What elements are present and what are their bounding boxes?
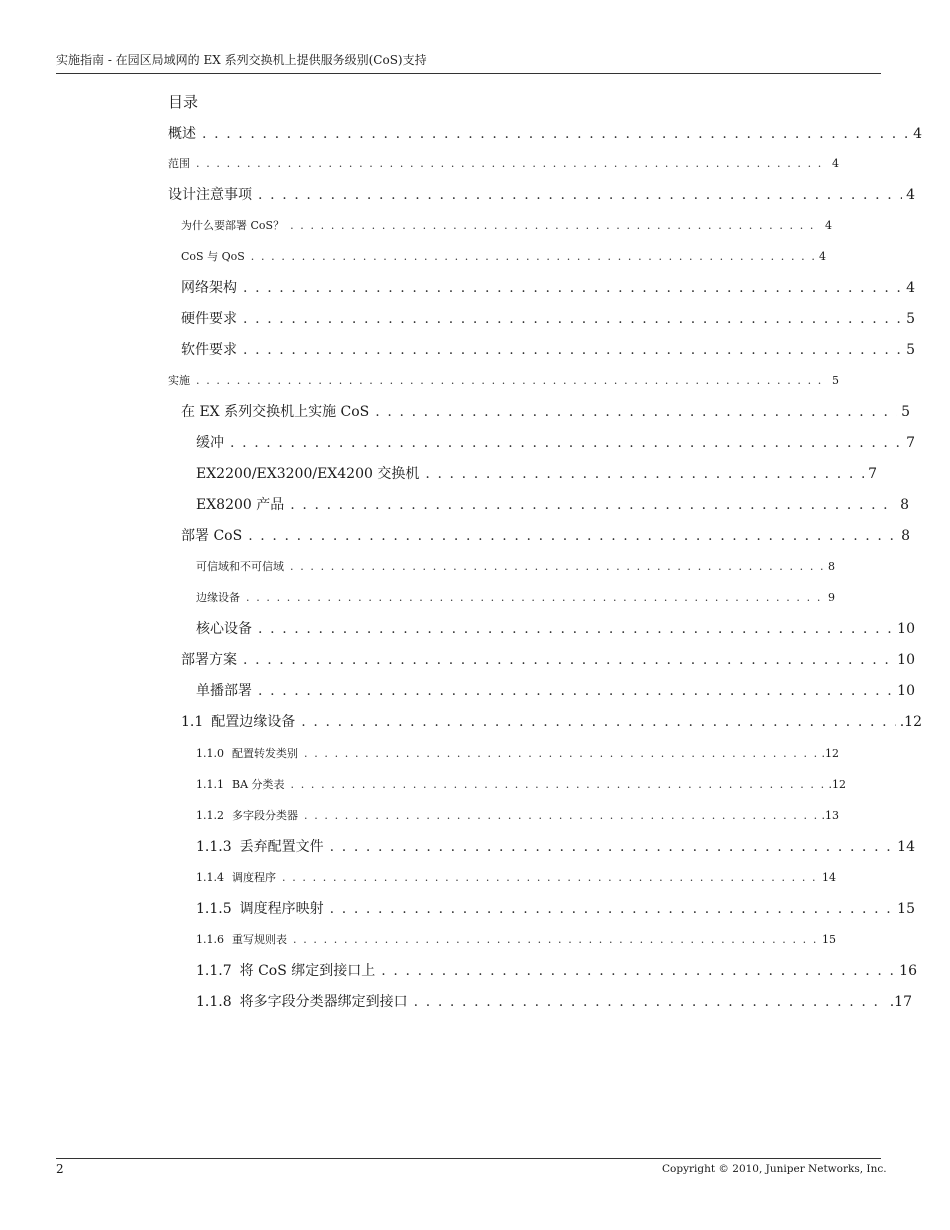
toc-entry-page: .12 [821,747,839,760]
toc-entry[interactable] [196,870,836,886]
dot-leader [243,309,902,329]
toc-entry-page: 5 [906,311,915,327]
toc-entry[interactable] [196,837,915,857]
toc-entry-page: 8 [828,560,835,573]
toc-entry-page: 4 [819,250,826,263]
toc-entry-number: 1.1 [181,714,204,730]
toc-entry[interactable] [181,309,915,329]
dot-leader [425,464,864,484]
toc-entry[interactable] [181,402,910,422]
toc-entry[interactable] [196,992,912,1012]
toc-entry-label: 概述 [168,126,196,142]
dot-leader [282,870,818,886]
toc-entry-label: 将 CoS 绑定到接口上 [239,963,376,979]
dot-leader [381,961,895,981]
toc-entry[interactable] [181,712,922,732]
toc-entry[interactable] [196,619,915,639]
toc-entry-number: 1.1.6 [196,933,224,946]
dot-leader [196,373,828,389]
toc-entry-page: 4 [906,280,915,296]
toc-entry-label: 设计注意事项 [168,187,252,203]
toc-entry-label: CoS 与 QoS [181,250,245,263]
toc-entry-number: 1.1.0 [196,747,224,760]
toc-entry-page: 10 [897,683,915,699]
toc-entry-page: 8 [900,497,909,513]
toc-entry-page: 5 [832,374,839,387]
toc-entry-label: 实施 [168,374,190,387]
toc-entry-label: 配置边缘设备 [211,714,296,730]
toc-entry-page: 15 [897,901,915,917]
toc-entry-page: 7 [868,466,877,482]
toc-entry-page: 15 [822,933,836,946]
toc-entry-label: 为什么要部署 CoS？ [181,219,285,232]
dot-leader [304,746,818,762]
toc-entry-label: EX8200 产品 [196,497,285,513]
toc-entry[interactable] [196,746,839,762]
toc-entry-label: 调度程序 [232,871,276,884]
dot-leader [375,402,897,422]
toc-entry-number: 1.1.8 [196,994,232,1010]
dot-leader [248,526,897,546]
toc-entry-label: 重写规则表 [232,933,287,946]
toc-entry-label: 边缘设备 [196,591,240,604]
toc-entry-label: 单播部署 [196,683,252,699]
copyright-notice: Copyright © 2010, Juniper Networks, Inc. [662,1163,887,1175]
toc-entry-label: 丢弃配置文件 [239,839,324,855]
toc-entry[interactable] [196,495,909,515]
toc-entry-page: 14 [822,871,836,884]
dot-leader [243,650,893,670]
toc-entry-page: 4 [832,157,839,170]
toc-entry-number: 1.1.1 [196,778,224,791]
toc-entry-page: 14 [897,839,915,855]
toc-entry-page: 4 [906,187,915,203]
footer-rule [56,1158,881,1159]
toc-entry[interactable] [196,808,839,824]
toc-entry-page: 5 [901,404,910,420]
toc-entry[interactable] [196,899,915,919]
toc-entry-number: 1.1.7 [196,963,232,979]
dot-leader [301,712,895,732]
dot-leader [258,619,893,639]
dot-leader [414,992,886,1012]
dot-leader [290,495,896,515]
toc-entry[interactable] [196,559,835,575]
toc-entry[interactable] [181,340,915,360]
toc-entry-page: .12 [828,778,846,791]
toc-entry[interactable] [196,681,915,701]
dot-leader [246,590,824,606]
toc-entry-page: .13 [821,809,839,822]
toc-entry-label: 配置转发类别 [232,747,298,760]
toc-entry[interactable] [181,526,910,546]
header-rule [56,73,881,74]
toc-entry-page: 4 [913,126,922,142]
toc-entry-label: 网络架构 [181,280,237,296]
toc-entry-label: 软件要求 [181,342,237,358]
toc-entry-label: BA 分类表 [232,778,285,791]
toc-entry-label: 核心设备 [196,621,252,637]
dot-leader [243,278,902,298]
toc-entry-label: 缓冲 [196,435,224,451]
toc-entry-number: 1.1.5 [196,901,232,917]
dot-leader [196,156,828,172]
dot-leader [251,249,815,265]
toc-entry-label: EX2200/EX3200/EX4200 交换机 [196,466,420,482]
toc-entry-label: 多字段分类器 [232,809,298,822]
toc-entry-number: 1.1.3 [196,839,232,855]
page-number: 2 [56,1162,64,1176]
toc-entry-label: 在 EX 系列交换机上实施 CoS [181,404,370,420]
toc-entry[interactable] [168,124,922,144]
toc-entry-label: 将多字段分类器绑定到接口 [239,994,408,1010]
toc-entry-label: 硬件要求 [181,311,237,327]
toc-entry[interactable] [168,373,839,389]
toc-entry[interactable] [168,185,915,205]
dot-leader [258,681,893,701]
dot-leader [330,899,894,919]
toc-entry[interactable] [196,433,915,453]
toc-entry-page: 4 [825,219,832,232]
toc-entry[interactable] [181,249,826,265]
toc-entry-label: 可信域和不可信域 [196,560,284,573]
dot-leader [293,932,818,948]
dot-leader [243,340,902,360]
toc-entry-number: 1.1.2 [196,809,224,822]
dot-leader [304,808,818,824]
dot-leader [230,433,902,453]
toc-entry[interactable] [181,218,832,234]
toc-entry[interactable] [181,278,915,298]
dot-leader [290,559,824,575]
dot-leader [291,777,825,793]
toc-entry-page: 5 [906,342,915,358]
toc-entry-page: 8 [901,528,910,544]
dot-leader [330,837,894,857]
toc-entry-page: 10 [897,652,915,668]
toc-entry-page: .17 [889,994,912,1010]
toc-entry[interactable] [196,777,846,793]
running-header: 实施指南 - 在园区局域网的 EX 系列交换机上提供服务级别(CoS)支持 [56,53,427,67]
toc-entry-page: 10 [897,621,915,637]
toc-entry-label: 范围 [168,157,190,170]
toc-entry[interactable] [196,464,877,484]
toc-entry-label: 调度程序映射 [239,901,324,917]
toc-entry-label: 部署方案 [181,652,237,668]
dot-leader [258,185,902,205]
toc-entry-label: 部署 CoS [181,528,243,544]
toc-title: 目录 [168,93,199,111]
toc-entry[interactable] [196,961,917,981]
toc-entry-page: 9 [828,591,835,604]
toc-entry[interactable] [196,932,836,948]
dot-leader [202,124,909,144]
toc-entry[interactable] [196,590,835,606]
toc-entry-number: 1.1.4 [196,871,224,884]
toc-entry-page: 16 [899,963,917,979]
toc-entry-page: 7 [906,435,915,451]
dot-leader [290,218,821,234]
toc-entry[interactable] [168,156,839,172]
toc-entry[interactable] [181,650,915,670]
toc-entry-page: .12 [899,714,922,730]
